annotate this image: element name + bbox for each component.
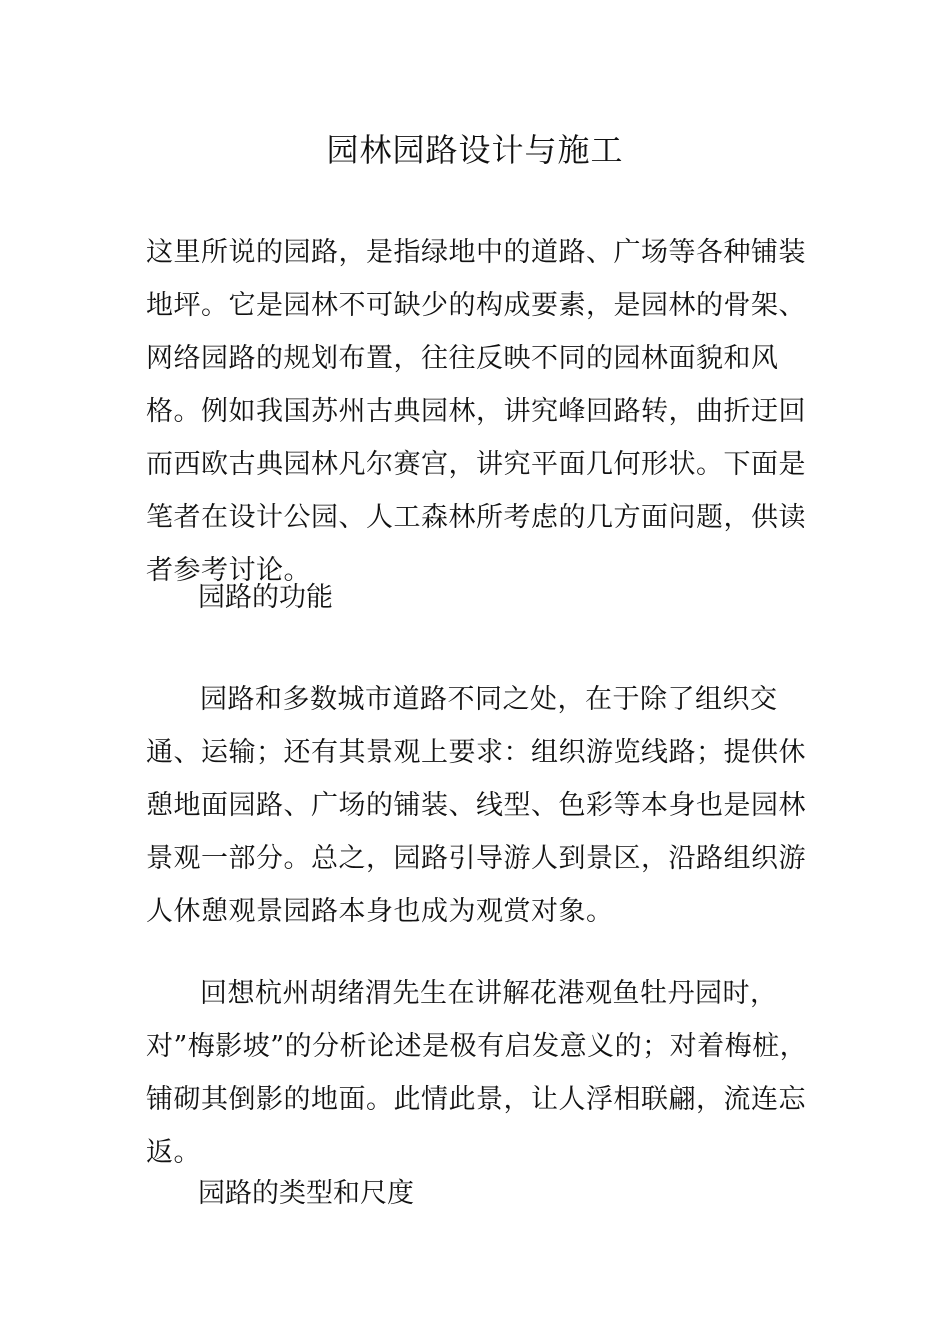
plum-shadow-paragraph: 回想杭州胡绪渭先生在讲解花港观鱼牡丹园时，对”梅影坡”的分析论述是极有启发意义的；对着梅桩，铺砌其倒影的地面。此情此景，让人浮相联翩，流连忘返。 (146, 978, 808, 1168)
section-heading-types: 园路的类型和尺度 (198, 1178, 414, 1209)
document-title: 园林园路设计与施工 (326, 131, 624, 169)
intro-paragraph: 这里所说的园路，是指绿地中的道路、广场等各种铺装地坪。它是园林不可缺少的构成要素，是园林的骨架、网络园路的规划布置，往往反映不同的园林面貌和风格。例如我国苏州古典园林，讲究峰回路转，曲折迂回而西欧古典园林凡尔赛宫，讲究平面几何形状。下面是笔者在设计公园、人工森林所考虑的几方面问题，供读者参考讨论。 (146, 237, 806, 586)
section-heading-functions: 园路的功能 (198, 582, 333, 613)
functions-paragraph: 园路和多数城市道路不同之处，在于除了组织交通、运输；还有其景观上要求：组织游览线路；提供休憩地面园路、广场的铺装、线型、色彩等本身也是园林景观一部分。总之，园路引导游人到景区，沿路组织游人休憩观景园路本身也成为观赏对象。 (146, 684, 806, 927)
